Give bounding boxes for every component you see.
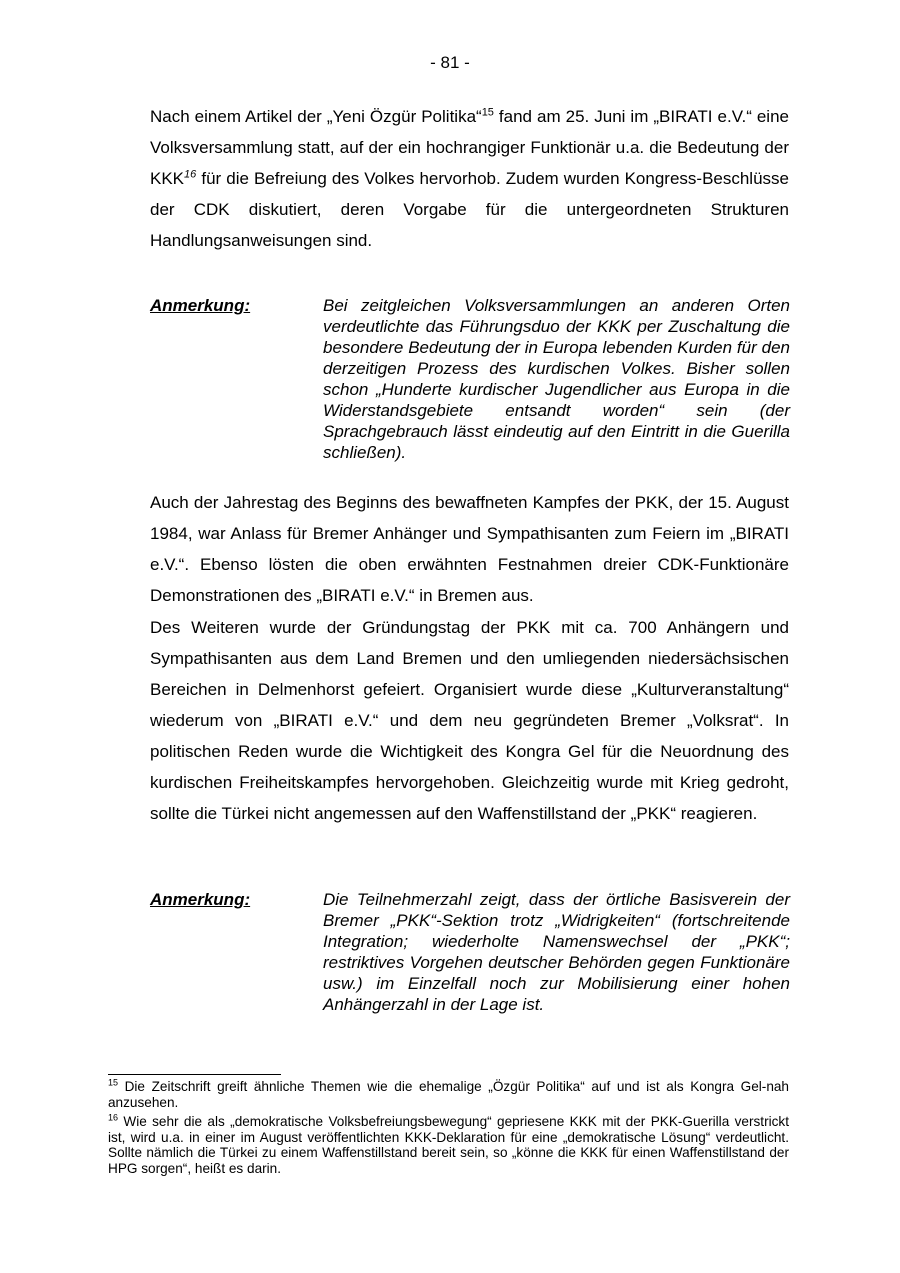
footnote-ref-15[interactable]: 15: [481, 106, 494, 119]
para1-text-b: fand am 25. Juni im „BIRATI e.V.“ eine Volksversammlung statt, auf der ein hochrangiger Funktionär u.a. die Bedeutung der KKK: [150, 107, 789, 188]
note-text-2: Die Teilnehmerzahl zeigt, dass der örtliche Basisverein der Bremer „PKK“-Sektion trotz „Widrigkeiten“ (fortschreitende Integration; wiederholte Namenswechsel der „PKK“; restriktives Vorgehen deutscher Behörden gegen Funktionäre usw.) im Einzelfall noch zur Mobilisierung einer hohen Anhängerzahl in der Lage ist.: [323, 890, 790, 1014]
paragraph-founding-day: Des Weiteren wurde der Gründungstag der PKK mit ca. 700 Anhängern und Sympathisanten aus dem Land Bremen und den umliegenden niedersächsischen Bereichen in Delmenhorst gefeiert. Organisiert wurde diese „Kulturveranstaltung“ wiederum von „BIRATI e.V.“ und dem neu gegründeten Bremer „Volksrat“. In politischen Reden wurde die Wichtigkeit des Kongra Gel für die Neuordnung des kurdischen Freiheitskampfes hervorgehoben. Gleichzeitig wurde mit Krieg gedroht, sollte die Türkei nicht angemessen auf den Waffenstillstand der „PKK“ reagieren.: [150, 618, 789, 823]
page-number: - 81 -: [430, 53, 470, 72]
footnote-ref-16[interactable]: 16: [184, 168, 197, 181]
footnote-text-16: Wie sehr die als „demokratische Volksbefreiungsbewegung“ gepriesene KKK mit der PKK-Guerilla verstrickt ist, wird u.a. in einer im August veröffentlichten KKK-Deklaration für eine „demokratische Lösung“ verdeutlicht. Sollte nämlich die Türkei zu einem Waffenstillstand bereit sein, so „könne die KKK für einen Waffenstillstand der HPG sorgen“, heißt es darin.: [108, 1114, 789, 1176]
para1-text-a: Nach einem Artikel der „Yeni Özgür Politika“: [150, 107, 482, 126]
note-label-2: Anmerkung:: [150, 890, 251, 909]
footnote-15: [108, 1079, 789, 1110]
footnote-text-15: Die Zeitschrift greift ähnliche Themen wie die ehemalige „Özgür Politika“ auf und ist als Kongra Gel-nah anzusehen.: [108, 1079, 789, 1110]
paragraph-birati-assembly: [150, 101, 789, 256]
paragraph-anniversary: Auch der Jahrestag des Beginns des bewaffneten Kampfes der PKK, der 15. August 1984, war Anlass für Bremer Anhänger und Sympathisanten zum Feiern im „BIRATI e.V.“. Ebenso lösten die oben erwähnten Festnahmen dreier CDK-Funktionäre Demonstrationen des „BIRATI e.V.“ in Bremen aus.: [150, 493, 789, 605]
footnote-number-16: 16: [108, 1112, 119, 1123]
note-text-1: Bei zeitgleichen Volksversammlungen an anderen Orten verdeutlichte das Führungsduo der KKK per Zuschaltung die besondere Bedeutung der in Europa lebenden Kurden für den derzeitigen Prozess des kurdischen Volkes. Bisher sollen schon „Hunderte kurdischer Jugendlicher aus Europa in die Widerstandsgebiete entsandt worden“ sein (der Sprachgebrauch lässt eindeutig auf den Eintritt in die Guerilla schließen).: [323, 296, 790, 462]
note-label-1: Anmerkung:: [150, 296, 251, 315]
para1-text-c: für die Befreiung des Volkes hervorhob. Zudem wurden Kongress-Beschlüsse der CDK diskutiert, deren Vorgabe für die untergeordneten Strukturen Handlungsanweisungen sind.: [150, 169, 789, 250]
footnote-16: [108, 1114, 789, 1176]
footnote-separator: [108, 1074, 281, 1075]
footnote-number-15: 15: [108, 1077, 119, 1088]
